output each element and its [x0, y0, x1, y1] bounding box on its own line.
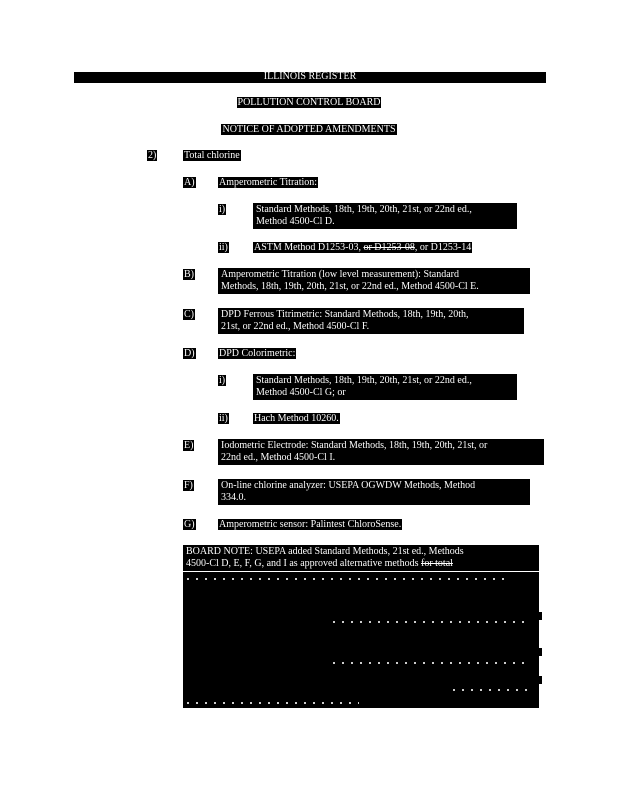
item-a-ii-label: ii)	[219, 242, 228, 253]
item-c-text: DPD Ferrous Titrimetric: Standard Methods, 18th, 19th, 20th, 21st, or 22nd ed., Method 4500-Cl F.	[218, 308, 524, 334]
item-f-label: F)	[184, 480, 193, 491]
item-e-label: E)	[184, 440, 194, 451]
deleted-text: for total	[420, 558, 453, 569]
item-b-label: B)	[184, 269, 194, 280]
deleted-text: or D1253-08	[363, 242, 415, 253]
item-a-label: A)	[184, 177, 195, 188]
item-g-label: G)	[184, 519, 195, 530]
item-d-ii-label: ii)	[219, 413, 228, 424]
item-a-i-text: Standard Methods, 18th, 19th, 20th, 21st, or 22nd ed., Method 4500-Cl D.	[253, 203, 517, 229]
register-title: ILLINOIS REGISTER	[263, 71, 357, 82]
item-d-i-text: Standard Methods, 18th, 19th, 20th, 21st, or 22nd ed., Method 4500-Cl G; or	[253, 374, 517, 400]
item-a-title: Amperometric Titration:	[219, 177, 318, 188]
item-g-text: Amperometric sensor: Palintest ChloroSense.	[219, 519, 402, 530]
margin-mark	[536, 676, 542, 684]
item-b-text: Amperometric Titration (low level measurement): Standard Methods, 18th, 19th, 20th, 21st, or 22nd ed., Method 4500-Cl E.	[218, 268, 530, 294]
section-title: Total chlorine	[184, 150, 240, 161]
item-e-text: Iodometric Electrode: Standard Methods, 18th, 19th, 20th, 21st, or 22nd ed., Method 4500-Cl I.	[218, 439, 544, 465]
item-c-label: C)	[184, 309, 194, 320]
redacted-block	[183, 572, 539, 708]
item-f-text: On-line chlorine analyzer: USEPA OGWDW Methods, Method 334.0.	[218, 479, 530, 505]
item-d-label: D)	[184, 348, 195, 359]
item-d-title: DPD Colorimetric:	[219, 348, 296, 359]
notice-title: NOTICE OF ADOPTED AMENDMENTS	[222, 124, 396, 135]
margin-mark	[536, 612, 542, 620]
item-a-ii-text: ASTM Method D1253-03, or D1253-08, or D1253-14	[254, 242, 472, 253]
item-a-i-label: i)	[219, 204, 226, 215]
section-label: 2)	[148, 150, 157, 161]
board-title: POLLUTION CONTROL BOARD	[237, 97, 381, 108]
margin-mark	[536, 648, 542, 656]
board-note: BOARD NOTE: USEPA added Standard Methods, 21st ed., Methods 4500-Cl D, E, F, G, and I as approved alternative methods for total	[183, 545, 539, 571]
item-d-ii-text: Hach Method 10260.	[254, 413, 339, 424]
item-d-i-label: i)	[219, 375, 226, 386]
